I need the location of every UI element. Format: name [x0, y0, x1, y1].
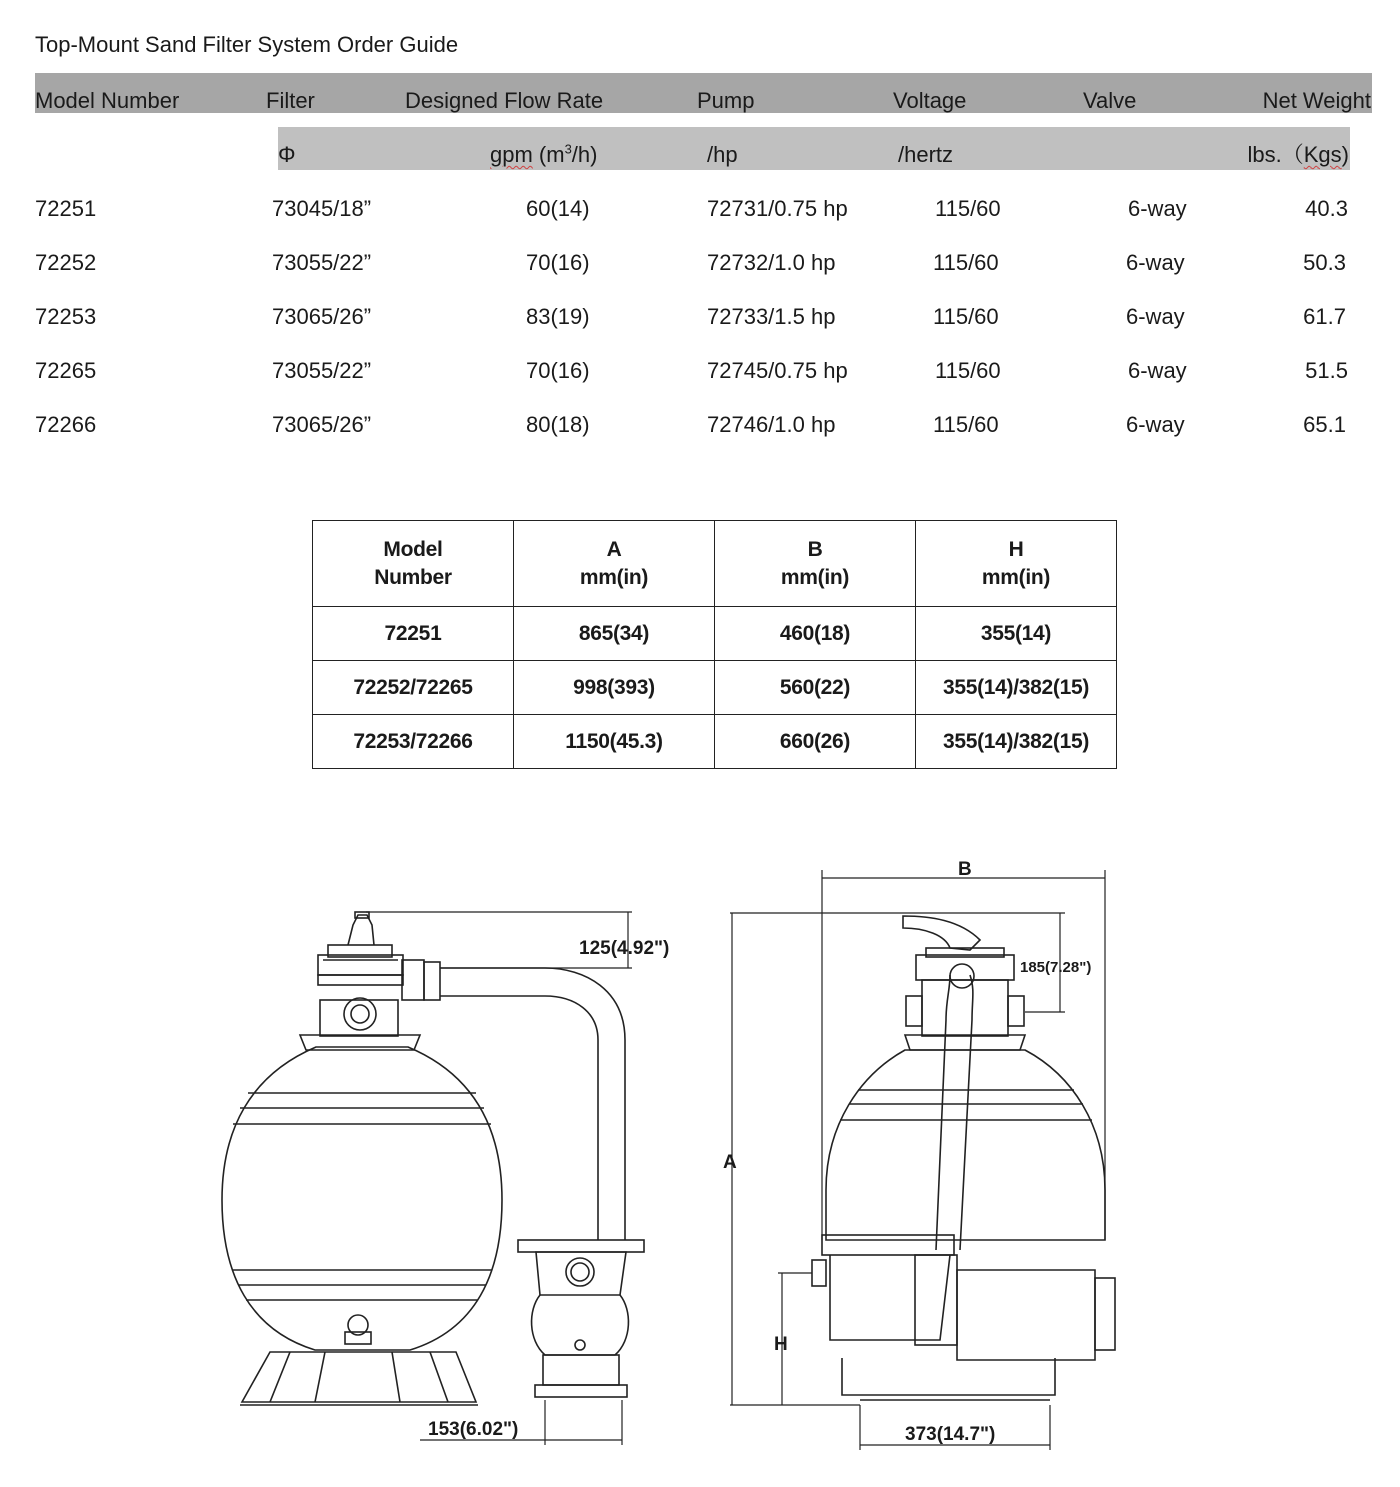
row-valve: 6-way — [1126, 250, 1185, 275]
row-flow: 80(18) — [526, 412, 590, 437]
row-voltage: 115/60 — [935, 358, 1001, 383]
row-model: 72251 — [35, 196, 97, 221]
dims-model: 72253/72266 — [313, 715, 514, 769]
row-model: 72266 — [35, 412, 97, 437]
dims-model: 72252/72265 — [313, 661, 514, 715]
row-voltage: 115/60 — [933, 412, 999, 437]
dim-125-label: 125(4.92") — [579, 938, 670, 959]
unit-voltage: /hertz — [898, 142, 954, 167]
row-voltage: 115/60 — [933, 250, 999, 275]
header-net-weight: Net Weight — [1262, 88, 1371, 113]
dims-model: 72251 — [313, 607, 514, 661]
dims-header-model: Model Number — [313, 521, 514, 607]
header-voltage: Voltage — [893, 88, 967, 113]
row-valve: 6-way — [1126, 304, 1185, 329]
dims-a: 1150(45.3) — [514, 715, 715, 769]
header-pump: Pump — [697, 88, 755, 113]
row-filter: 73055/22” — [272, 358, 372, 383]
dim-153-label: 153(6.02") — [428, 1419, 519, 1440]
row-valve: 6-way — [1128, 358, 1187, 383]
row-pump: 72746/1.0 hp — [707, 412, 836, 437]
dims-header-a: A mm(in) — [514, 521, 715, 607]
row-pump: 72745/0.75 hp — [707, 358, 848, 383]
row-valve: 6-way — [1128, 196, 1187, 221]
unit-pump: /hp — [707, 142, 738, 167]
dims-h: 355(14) — [916, 607, 1117, 661]
row-filter: 73055/22” — [272, 250, 372, 275]
unit-flow: gpm $(m^3/h)$ — [490, 141, 598, 167]
row-flow: 70(16) — [526, 250, 590, 275]
row-model: 72253 — [35, 304, 97, 329]
dims-b: 560(22) — [715, 661, 916, 715]
row-filter: 73065/26” — [272, 412, 372, 437]
page-title: Top-Mount Sand Filter System Order Guide — [35, 32, 459, 57]
unit-weight: lbs.（Kgs) — [1247, 142, 1349, 167]
row-weight: 50.3 — [1303, 250, 1346, 275]
dims-header-b: B mm(in) — [715, 521, 916, 607]
dim-185-label: 185(7.28") — [1020, 959, 1092, 976]
row-flow: 83(19) — [526, 304, 590, 329]
dim-a-label: A — [723, 1152, 737, 1173]
row-pump: 72731/0.75 hp — [707, 196, 848, 221]
dims-b: 660(26) — [715, 715, 916, 769]
row-flow: 70(16) — [526, 358, 590, 383]
row-model: 72265 — [35, 358, 97, 383]
row-model: 72252 — [35, 250, 97, 275]
row-weight: 61.7 — [1303, 304, 1346, 329]
row-flow: 60(14) — [526, 196, 590, 221]
header-valve: Valve — [1083, 88, 1137, 113]
row-weight: 40.3 — [1305, 196, 1348, 221]
unit-filter: Φ — [278, 142, 296, 167]
dims-header-h: H mm(in) — [916, 521, 1117, 607]
dims-a: 998(393) — [514, 661, 715, 715]
row-pump: 72732/1.0 hp — [707, 250, 836, 275]
row-pump: 72733/1.5 hp — [707, 304, 836, 329]
row-weight: 51.5 — [1305, 358, 1348, 383]
front-view — [812, 916, 1115, 1400]
dims-b: 460(18) — [715, 607, 916, 661]
dims-a: 865(34) — [514, 607, 715, 661]
row-filter: 73045/18” — [272, 196, 372, 221]
dims-h: 355(14)/382(15) — [916, 661, 1117, 715]
row-voltage: 115/60 — [933, 304, 999, 329]
dim-h-label: H — [774, 1334, 788, 1355]
dims-h: 355(14)/382(15) — [916, 715, 1117, 769]
dim-b-label: B — [958, 859, 972, 880]
row-filter: 73065/26” — [272, 304, 372, 329]
header-filter: Filter — [266, 88, 315, 113]
row-voltage: 115/60 — [935, 196, 1001, 221]
side-view — [222, 912, 644, 1405]
row-weight: 65.1 — [1303, 412, 1346, 437]
header-flow-rate: Designed Flow Rate — [405, 88, 604, 113]
row-valve: 6-way — [1126, 412, 1185, 437]
header-model-number: Model Number — [35, 88, 180, 113]
dim-373-label: 373(14.7") — [905, 1424, 996, 1445]
